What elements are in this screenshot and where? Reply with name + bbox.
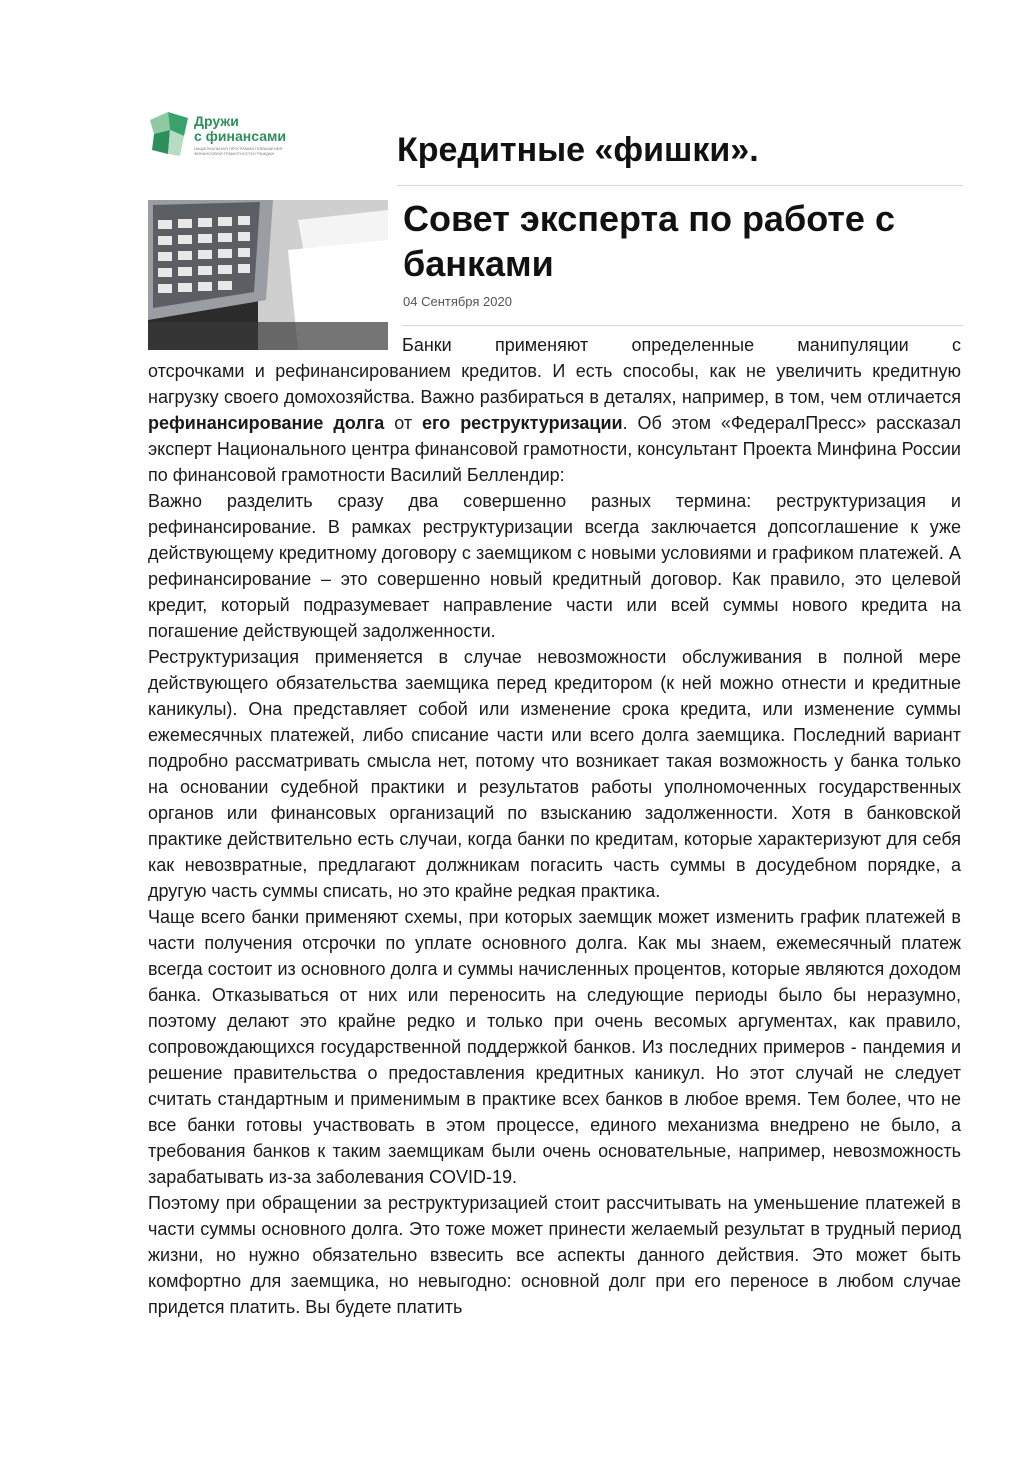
paragraph-1-bold-b: его реструктуризации	[422, 413, 623, 433]
article-title: Совет эксперта по работе с банками	[403, 198, 895, 284]
logo	[148, 100, 316, 178]
paragraph-1-text-c: . Об этом «ФедералПресс» рассказал эксперт Национального центра финансовой грамотности, консультант Проекта Минфина России по финансовой грамотности Василий Беллендир:	[148, 413, 961, 485]
page-title: Кредитные «фишки».	[397, 131, 759, 169]
logo-subtitle: НАЦИОНАЛЬНАЯ ПРОГРАММА ПОВЫШЕНИЯ ФИНАНСОВОЙ ГРАМОТНОСТИ ГРАЖДАН	[194, 146, 283, 156]
article-intro-first-line: Банки применяют определенные манипуляции с	[402, 335, 961, 355]
calculator-photo	[148, 200, 388, 350]
paragraph-4: Чаще всего банки применяют схемы, при которых заемщик может изменить график платежей в части получения отсрочки по уплате основного долга. Как мы знаем, ежемесячный платеж всегда состоит из основного долга и суммы начисленных процентов, которые являются доходом банка. Отказываться от них или переносить на следующие периоды было бы неразумно, поэтому делают это крайне редко и только при очень весомых аргументах, как правило, сопровождающихся государственной поддержкой банков. Из последних примеров - пандемия и решение правительства о предоставления кредитных каникул. Но этот случай не следует считать стандартным и применимым в практике всех банков в любое время. Тем более, что не все банки готовы участвовать в этом процессе, единого механизма внедрено не было, а требования банков к таким заемщикам были очень основательные, например, невозможность зарабатывать из-за заболевания COVID-19.	[148, 907, 961, 1187]
paragraph-1-text-b: от	[384, 413, 422, 433]
logo-title-line2: с финансами	[194, 128, 286, 144]
title-divider	[402, 325, 963, 326]
paragraph-5: Поэтому при обращении за реструктуризацией стоит рассчитывать на уменьшение платежей в части суммы основного долга. Это тоже может принести желаемый результат в трудный период жизни, но нужно обязательно взвесить все аспекты данного действия. Это может быть комфортно для заемщика, но невыгодно: основной долг при его переносе в любом случае придется платить. Вы будете платить	[148, 1193, 961, 1317]
logo-title	[194, 114, 286, 144]
paragraph-2: Важно разделить сразу два совершенно разных термина: реструктуризация и рефинансирование. В рамках реструктуризации всегда заключается допсоглашение к уже действующему кредитному договору с заемщиком с новыми условиями и графиком платежей. А рефинансирование – это совершенно новый кредитный договор. Как правило, это целевой кредит, который подразумевает направление части или всей суммы нового кредита на погашение действующей задолженности.	[148, 491, 961, 641]
paragraph-1-text-a: отсрочками и рефинансированием кредитов. И есть способы, как не увеличить кредитную нагрузку своего домохозяйства. Важно разбираться в деталях, например, в том, чем отличается	[148, 361, 961, 407]
article-date: 04 Сентября 2020	[403, 294, 512, 309]
paragraph-1-bold-a: рефинансирование долга	[148, 413, 385, 433]
paragraph-1	[148, 358, 961, 488]
logo-title-line1: Дружи	[194, 113, 239, 129]
paragraph-3: Реструктуризация применяется в случае невозможности обслуживания в полной мере действующего обязательства заемщика перед кредитором (к ней можно отнести и кредитные каникулы). Она представляет собой или изменение срока кредита, или изменение суммы ежемесячных платежей, либо списание части или всего долга заемщика. Последний вариант подробно рассматривать смысла нет, потому что возникает такая возможность у банка только на основании судебной практики и результатов работы уполномоченных государственных органов или финансовых организаций по взысканию задолженности. Хотя в банковской практике действительно есть случаи, когда банки по кредитам, которые характеризуют для себя как невозвратные, предлагают должникам погасить часть суммы в досудебном порядке, а другую часть суммы списать, но это крайне редкая практика.	[148, 647, 961, 901]
article-body	[148, 358, 961, 1320]
header-divider	[397, 185, 963, 186]
logo-mark-icon	[148, 110, 190, 160]
